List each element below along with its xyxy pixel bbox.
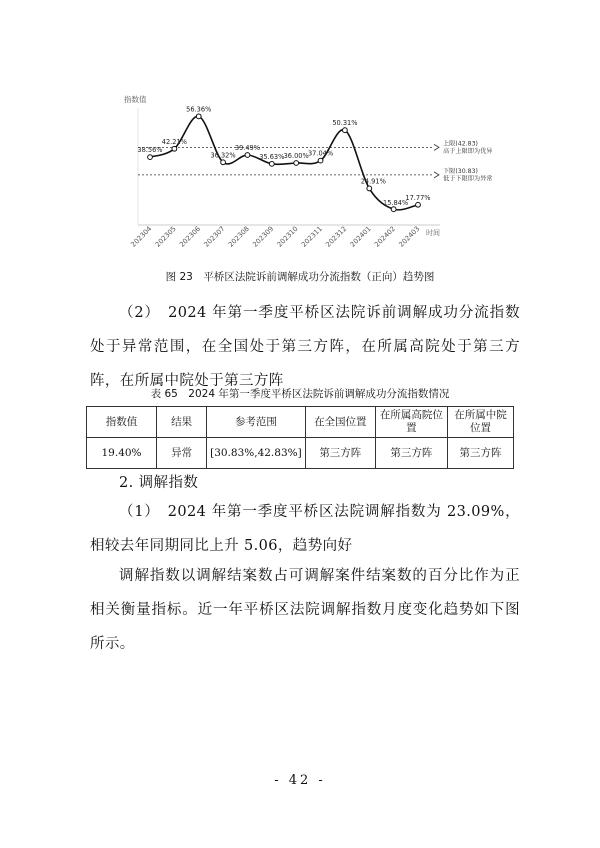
x-tick-202310: 202310: [275, 224, 300, 249]
x-tick-202309: 202309: [251, 224, 276, 249]
series-line: [150, 116, 418, 210]
data-point-202402: [391, 207, 396, 212]
data-point-202308: [245, 153, 250, 158]
data-point-202307: [221, 160, 226, 165]
threshold-arrow-icon: [434, 172, 439, 178]
threshold-note-0: 高于上限即为优异: [443, 147, 493, 155]
x-tick-202403: 202403: [397, 224, 422, 249]
td-index-value: 19.40%: [87, 438, 157, 469]
data-label-202304: 38.56%: [137, 146, 163, 155]
data-label-202309: 35.63%: [259, 152, 285, 161]
y-axis-label: 指数值: [124, 95, 147, 104]
table-row: [87, 438, 514, 469]
data-label-202403: 17.77%: [405, 193, 431, 202]
x-axis-label: 时间: [426, 229, 440, 237]
td-mid-court-position: 第三方阵: [447, 438, 513, 469]
td-reference-range: [30.83%,42.83%]: [207, 438, 306, 469]
x-tick-202304: 202304: [129, 224, 154, 249]
section-heading: 2. 调解指数: [119, 475, 199, 491]
threshold-note-1: 低于下限即为异常: [443, 175, 493, 183]
data-point-202401: [367, 186, 372, 191]
x-tick-202401: 202401: [348, 224, 373, 249]
paragraph-index-status: （2） 2024 年第一季度平桥区法院诉前调解成功分流指数处于异常范围，在全国处于第三方阵，在所属高院处于第三方阵，在所属中院处于第三方阵: [90, 305, 520, 389]
x-tick-202307: 202307: [202, 224, 227, 249]
x-tick-202306: 202306: [178, 224, 203, 249]
x-tick-202308: 202308: [226, 224, 251, 249]
page-number: - 42 -: [274, 773, 326, 788]
data-label-202310: 36.00%: [283, 152, 309, 160]
x-tick-202402: 202402: [373, 224, 398, 249]
data-label-202307: 36.32%: [210, 151, 236, 160]
th-national-position: 在全国位置: [305, 407, 375, 438]
data-label-202401: 24.91%: [360, 177, 386, 186]
paragraph-mediation-index: （1） 2024 年第一季度平桥区法院调解指数为 23.09%，相较去年同期同比上升 5.06，趋势向好: [90, 504, 520, 554]
x-tick-labels: [129, 225, 421, 249]
table-header-row: [87, 407, 514, 438]
th-reference-range: 参考范围: [207, 407, 306, 438]
data-point-202403: [416, 202, 421, 207]
threshold-label-1: 下限(30.83): [443, 167, 478, 175]
th-result: 结果: [157, 407, 207, 438]
data-label-202306: 56.36%: [186, 105, 212, 114]
data-labels: [137, 105, 430, 207]
x-tick-202305: 202305: [153, 224, 178, 249]
td-national-position: 第三方阵: [305, 438, 375, 469]
data-point-202309: [269, 161, 274, 166]
table-caption: 表 65 2024 年第一季度平桥区法院诉前调解成功分流指数情况: [150, 388, 450, 400]
data-point-202310: [294, 161, 299, 166]
th-index-value: 指数值: [87, 407, 157, 438]
td-high-court-position: 第三方阵: [375, 438, 447, 469]
data-point-202312: [343, 128, 348, 133]
data-point-202311: [318, 158, 323, 163]
data-label-202402: 15.84%: [383, 199, 409, 208]
data-points: [148, 114, 421, 212]
data-label-202311: 37.04%: [307, 149, 334, 158]
index-table: [86, 406, 514, 469]
data-label-202308: 39.49%: [234, 144, 261, 153]
paragraph-mediation-definition: 调解指数以调解结案数占可调解案件结案数的百分比作为正相关衡量指标。近一年平桥区法院调解指数月度变化趋势如下图所示。: [90, 568, 520, 652]
threshold-arrow-icon: [434, 144, 439, 150]
threshold-lines: [138, 139, 493, 182]
data-point-202305: [172, 146, 177, 151]
data-label-202305: 42.21%: [161, 137, 187, 146]
trend-chart: [118, 88, 493, 263]
td-result: 异常: [157, 438, 207, 469]
figure-caption: 图 23 平桥区法院诉前调解成功分流指数（正向）趋势图: [165, 271, 435, 283]
data-point-202304: [148, 155, 153, 160]
data-label-202312: 50.31%: [332, 119, 358, 128]
x-tick-202312: 202312: [324, 224, 349, 249]
x-tick-202311: 202311: [299, 224, 324, 249]
data-point-202306: [196, 114, 201, 119]
th-mid-court-position: 在所属中院位置: [447, 407, 513, 438]
threshold-label-0: 上限(42.83): [443, 140, 478, 148]
th-high-court-position: 在所属高院位置: [375, 407, 447, 438]
